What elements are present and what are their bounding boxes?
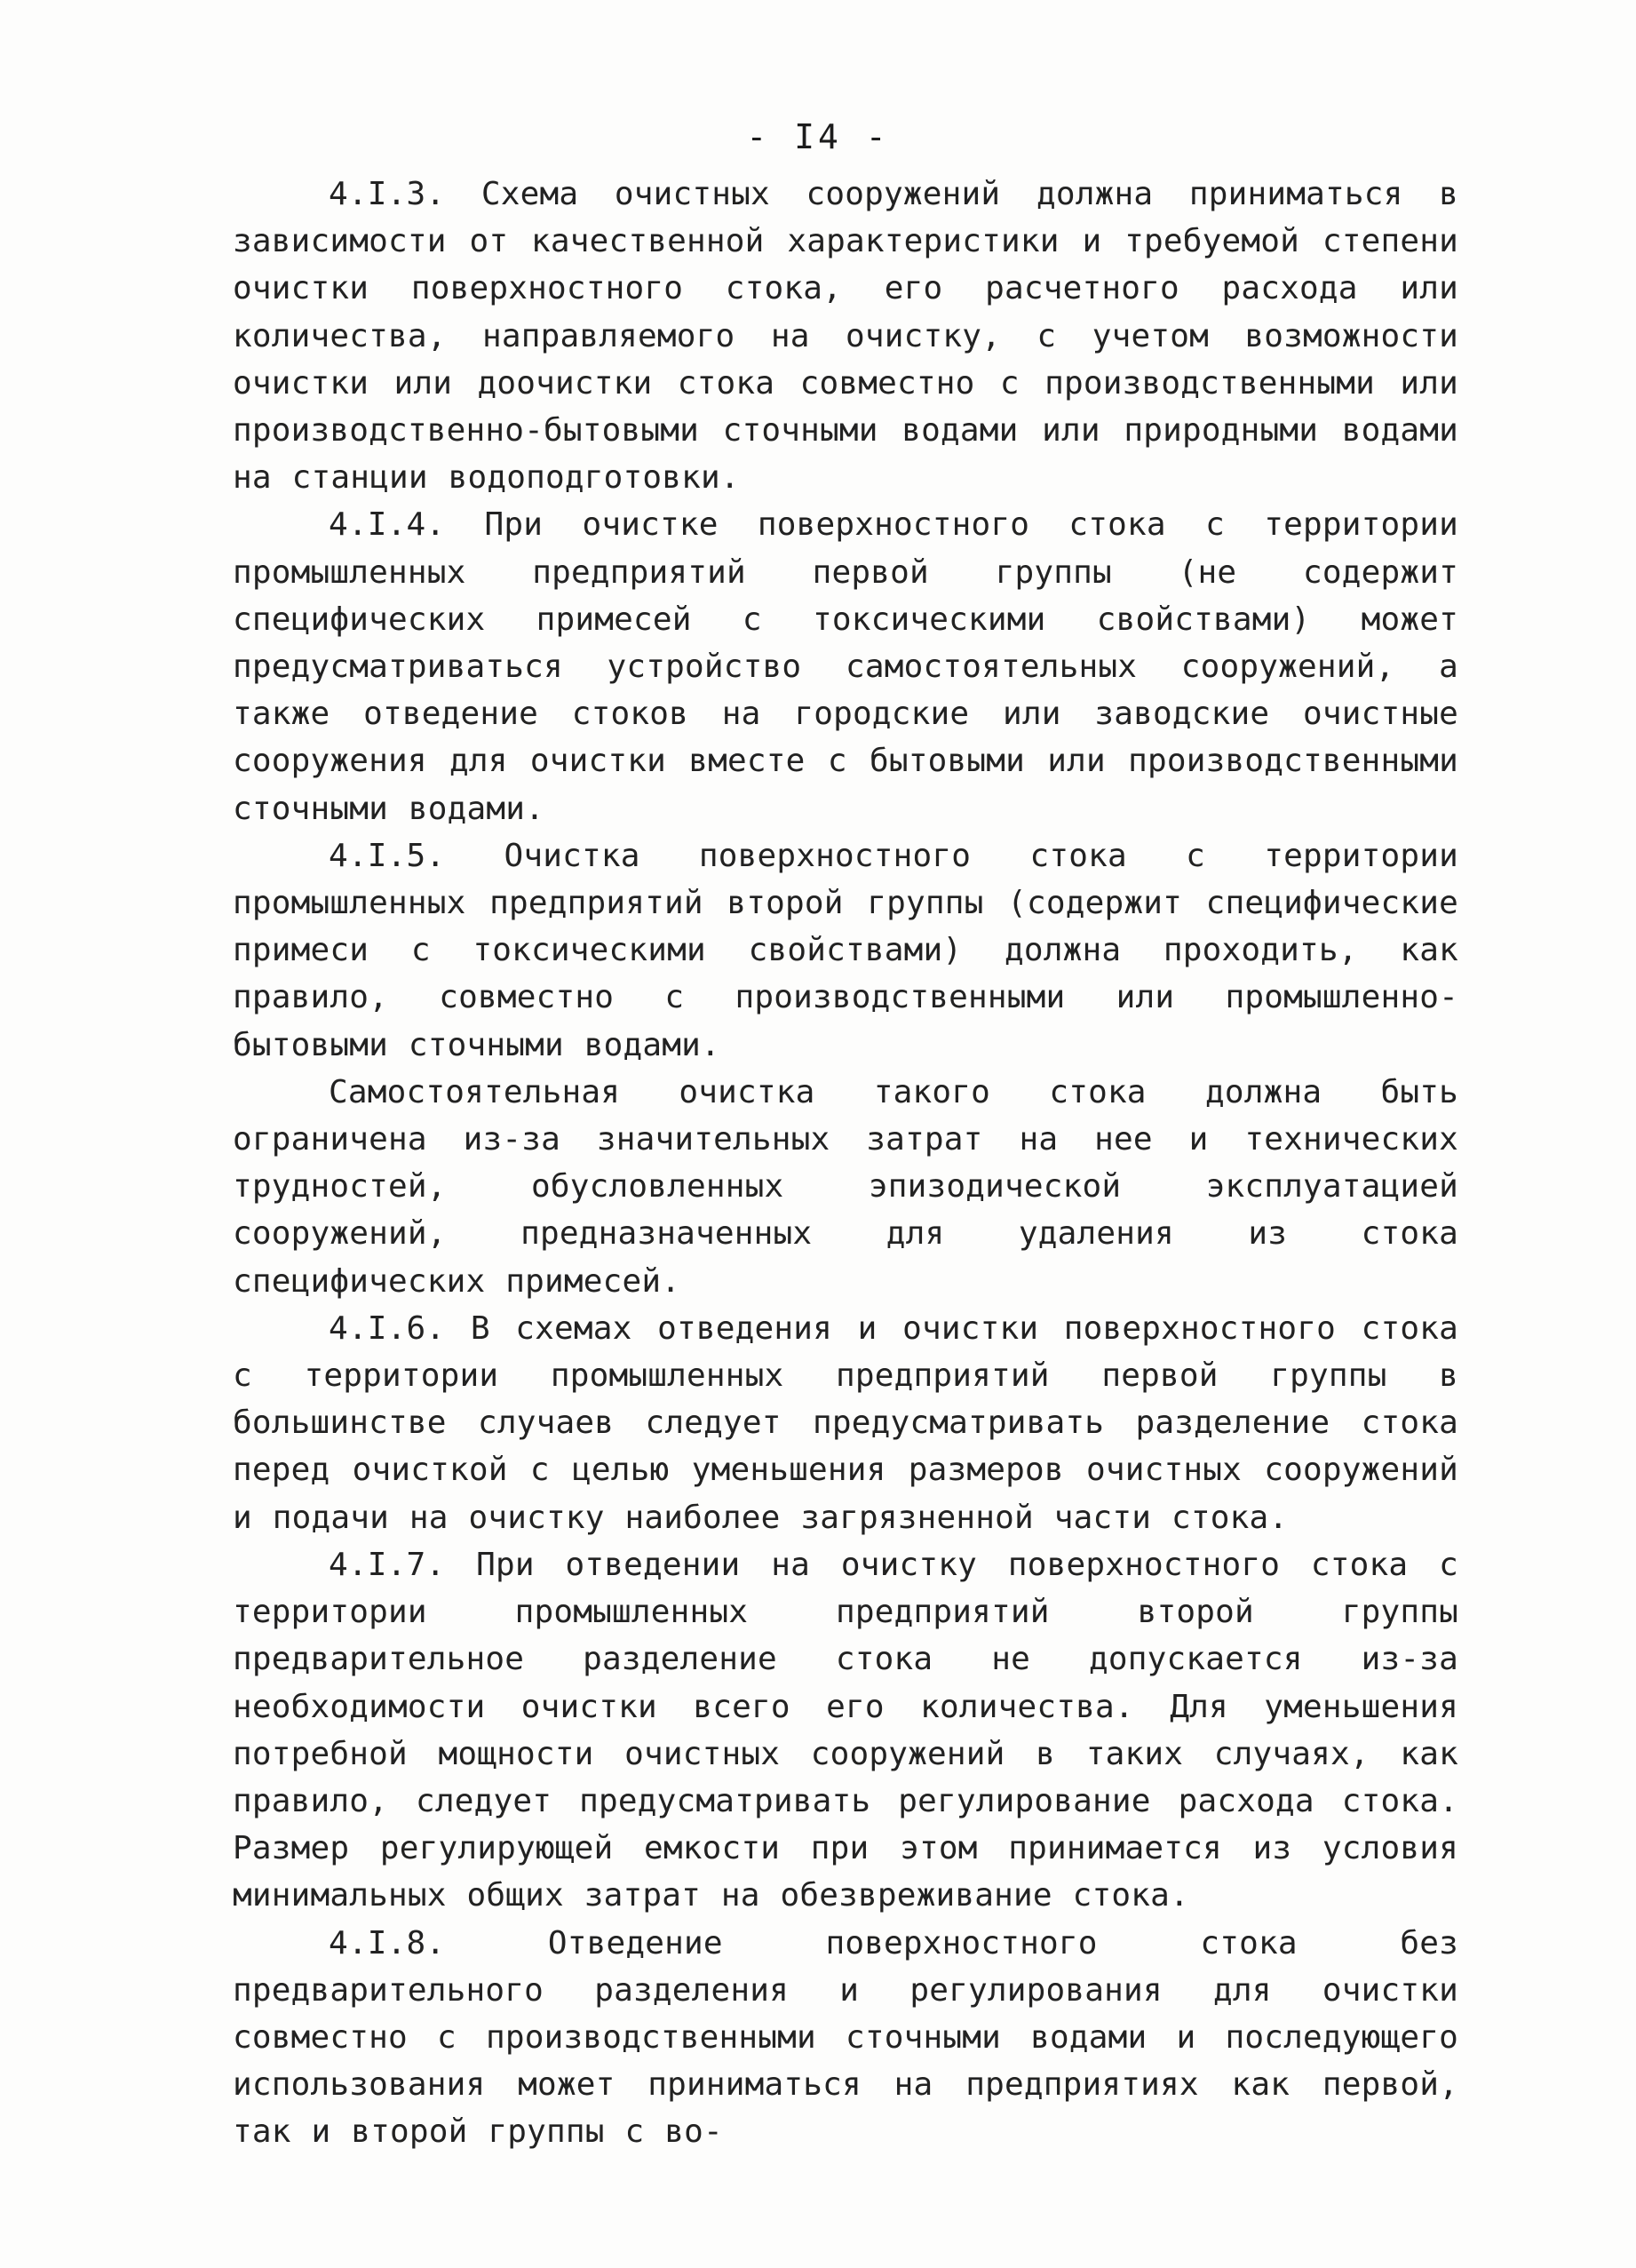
paragraph-4-1-3: 4.I.3. Схема очистных сооружений должна приниматься в зависимости от качественной характеристики и требуемой степени очистки поверхностного стока, его расчетного расхода или количества, направляемого на очистку, с учетом возможности очистки или доочистки стока совместно с производственными или производственно-бытовыми сточными водами или природными водами на станции водоподготовки. — [233, 176, 1458, 497]
page-number: - I4 - — [746, 117, 890, 156]
paragraph-4-1-7: 4.I.7. При отведении на очистку поверхностного стока с территории промышленных предприятий второй группы предварительное разделение стока не допускается из-за необходимости очистки всего его количества. Для уменьшения потребной мощности очистных сооружений в таких случаях, как правило, следует предусматривать регулирование расхода стока. Размер регулирующей емкости при этом принимается из условия минимальных общих затрат на обезвреживание стока. — [233, 1546, 1458, 1914]
paragraph-4-1-6: 4.I.6. В схемах отведения и очистки поверхностного стока с территории промышленных предприятий первой группы в большинстве случаев следует предусматривать разделение стока перед очисткой с целью уменьшения размеров очистных сооружений и подачи на очистку наиболее загрязненной части стока. — [233, 1309, 1458, 1536]
paragraph-4-1-8: 4.I.8. Отведение поверхностного стока без предварительного разделения и регулирования для очистки совместно с производственными сточными водами и последующего использования может приниматься на предприятиях как первой, так и второй группы с во- — [233, 1924, 1458, 2151]
body-text — [233, 171, 1458, 2156]
paragraph-4-1-5: 4.I.5. Очистка поверхностного стока с территории промышленных предприятий второй группы (содержит специфические примеси с токсическими свойствами) должна проходить, как правило, совместно с производственными или промышленно-бытовыми сточными водами. — [233, 837, 1458, 1063]
paragraph-self-cleaning: Самостоятельная очистка такого стока должна быть ограничена из-за значительных затрат на нее и технических трудностей, обусловленных эпизодической эксплуатацией сооружений, предназначенных для удаления из стока специфических примесей. — [233, 1073, 1458, 1300]
paragraph-4-1-4: 4.I.4. При очистке поверхностного стока с территории промышленных предприятий первой группы (не содержит специфических примесей с токсическими свойствами) может предусматриваться устройство самостоятельных сооружений, а также отведение стоков на городские или заводские очистные сооружения для очистки вместе с бытовыми или производственными сточными водами. — [233, 506, 1458, 827]
